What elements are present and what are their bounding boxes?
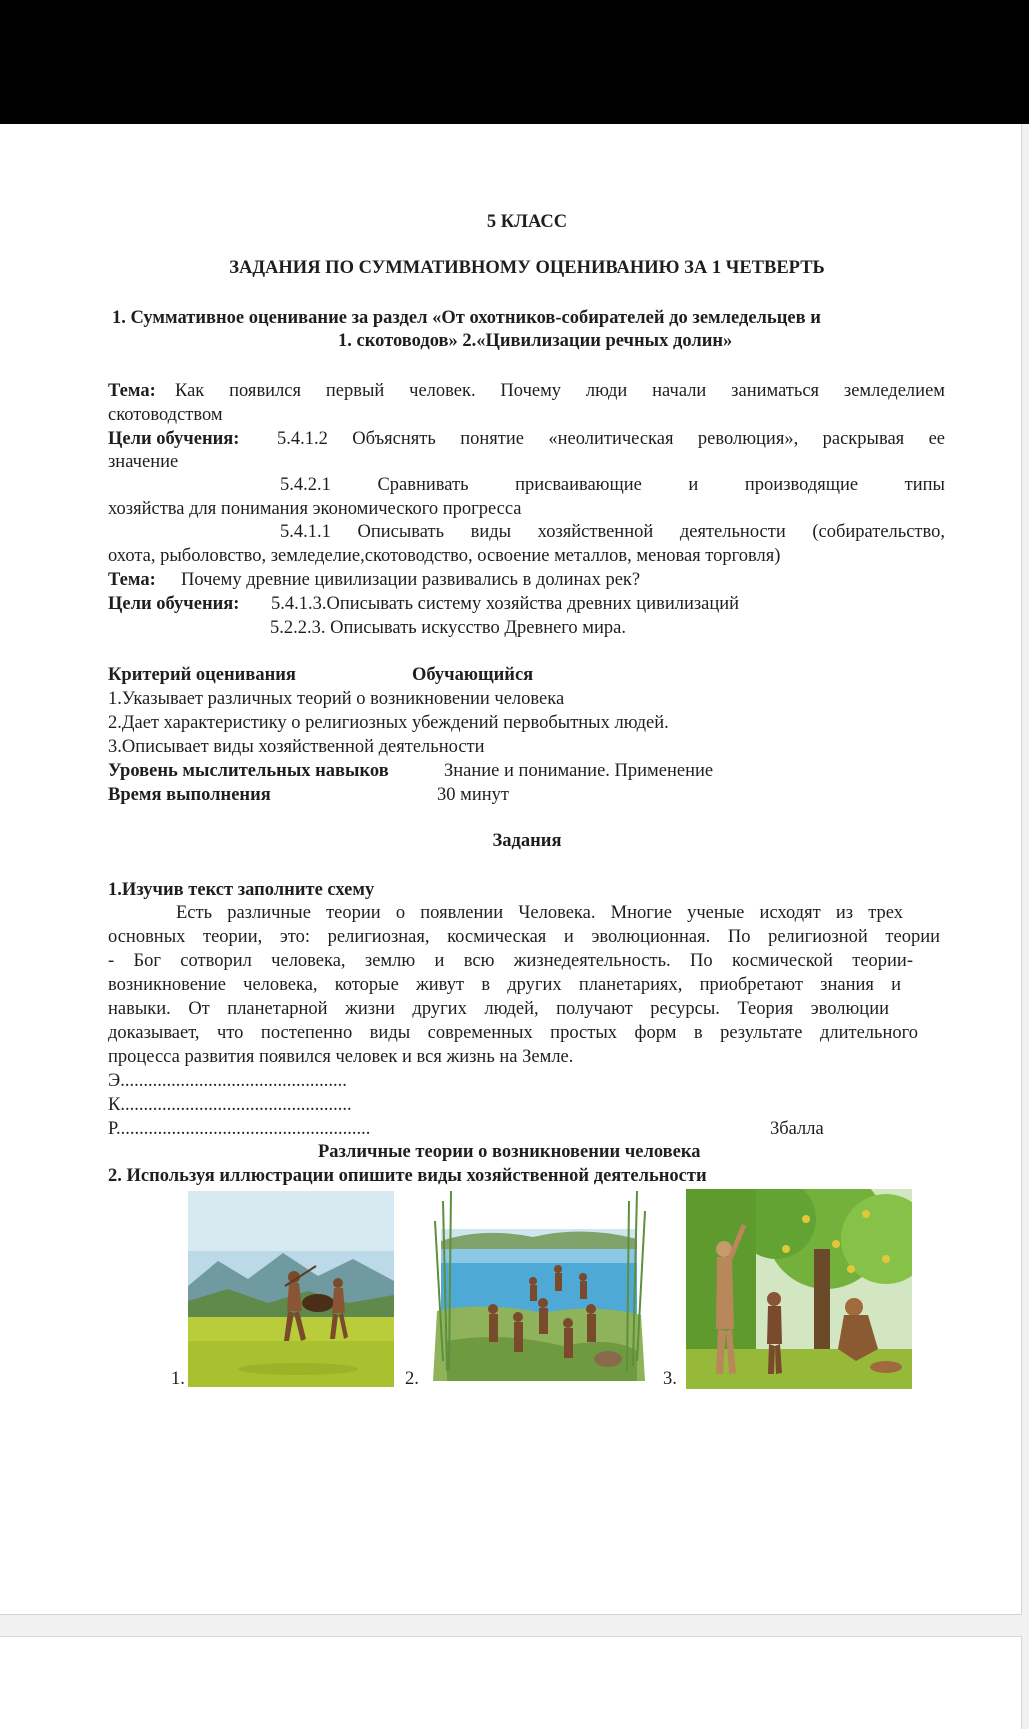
goal-5-4-1-2-line2: значение bbox=[108, 452, 179, 472]
fill-line-k[interactable]: К.................................................. bbox=[108, 1095, 352, 1115]
illustration-fishing bbox=[423, 1191, 655, 1387]
task1-text-line: Есть различные теории о появлении Человека. Многие ученые исходят из трех bbox=[176, 903, 903, 923]
topic1-text-line2: скотоводством bbox=[108, 405, 223, 425]
goal-5-4-2-1-line2: хозяйства для понимания экономического прогресса bbox=[108, 499, 522, 519]
task1-title: 1.Изучив текст заполните схему bbox=[108, 880, 375, 900]
task1-text-line: процесса развития появился человек и вся жизнь на Земле. bbox=[108, 1047, 574, 1067]
next-page bbox=[0, 1636, 1022, 1729]
scheme-caption: Различные теории о возникновении человека bbox=[318, 1142, 701, 1162]
illustration-gathering bbox=[686, 1189, 912, 1389]
topic1-label: Тема: bbox=[108, 381, 156, 401]
time-label: Время выполнения bbox=[108, 785, 271, 805]
goal-5-4-1-1-line1: 5.4.1.1 Описывать виды хозяйственной деятельности (собирательство, bbox=[280, 522, 945, 542]
points-label: 3балла bbox=[770, 1119, 824, 1139]
goal-5-4-1-3: 5.4.1.3.Описывать систему хозяйства древних цивилизаций bbox=[271, 594, 740, 614]
section-title-line1: 1. Суммативное оценивание за раздел «От охотников-собирателей до земледельцев и bbox=[112, 308, 821, 328]
task1-text-line: - Бог сотворил человека, землю и всю жизнедеятельность. По космической теории- bbox=[108, 951, 913, 971]
goal-5-4-2-1-line1: 5.4.2.1 Сравнивать присваивающие и производящие типы bbox=[280, 475, 945, 495]
doc-title: ЗАДАНИЯ ПО СУММАТИВНОМУ ОЦЕНИВАНИЮ ЗА 1 ЧЕТВЕРТЬ bbox=[229, 258, 825, 278]
student-label: Обучающийся bbox=[412, 665, 534, 685]
criteria-item: 2.Дает характеристику о религиозных убеждений первобытных людей. bbox=[108, 713, 669, 733]
fill-line-r[interactable]: Р....................................................... bbox=[108, 1119, 371, 1139]
illustration-number: 1. bbox=[171, 1369, 185, 1389]
goals1-label: Цели обучения: bbox=[108, 429, 240, 449]
illustration-number: 2. bbox=[405, 1369, 419, 1389]
task1-text-line: навыки. От планетарной жизни других людей, получают ресурсы. Теория эволюции bbox=[108, 999, 889, 1019]
criteria-item: 3.Описывает виды хозяйственной деятельности bbox=[108, 737, 485, 757]
goal-5-4-1-1-line2: охота, рыболовство, земледелие,скотоводство, освоение металлов, меновая торговля) bbox=[108, 546, 781, 566]
grade-heading: 5 КЛАСС bbox=[486, 212, 568, 232]
task1-text-line: основных теории, это: религиозная, космическая и эволюционная. По религиозной теории bbox=[108, 927, 940, 947]
criteria-label: Критерий оценивания bbox=[108, 665, 296, 685]
illustration-number: 3. bbox=[663, 1369, 677, 1389]
time-value: 30 минут bbox=[437, 785, 509, 805]
skills-value: Знание и понимание. Применение bbox=[444, 761, 714, 781]
task1-text-line: возникновение человека, которые живут в других планетариях, приобретают знания и bbox=[108, 975, 901, 995]
goal-5-4-1-2-line1: 5.4.1.2 Объяснять понятие «неолитическая революция», раскрывая ее bbox=[277, 429, 945, 449]
skills-label: Уровень мыслительных навыков bbox=[108, 761, 389, 781]
fill-line-e[interactable]: Э................................................. bbox=[108, 1071, 347, 1091]
topic1-text-line1: Как появился первый человек. Почему люди начали заниматься земледелием bbox=[175, 381, 945, 401]
task2-title: 2. Используя иллюстрации опишите виды хозяйственной деятельности bbox=[108, 1166, 707, 1186]
top-black-bar bbox=[0, 0, 1029, 124]
illustration-hunting bbox=[188, 1191, 394, 1387]
topic2-label: Тема: bbox=[108, 570, 156, 590]
tasks-heading: Задания bbox=[492, 831, 562, 851]
topic2-text: Почему древние цивилизации развивались в долинах рек? bbox=[181, 570, 641, 590]
document-page bbox=[0, 124, 1022, 1615]
goals2-label: Цели обучения: bbox=[108, 594, 240, 614]
criteria-item: 1.Указывает различных теорий о возникновении человека bbox=[108, 689, 565, 709]
goal-5-2-2-3: 5.2.2.3. Описывать искусство Древнего мира. bbox=[270, 618, 626, 638]
task1-text-line: доказывает, что постепенно виды современных простых форм в результате длительного bbox=[108, 1023, 918, 1043]
section-title-line2: 1. скотоводов» 2.«Цивилизации речных долин» bbox=[338, 331, 733, 351]
